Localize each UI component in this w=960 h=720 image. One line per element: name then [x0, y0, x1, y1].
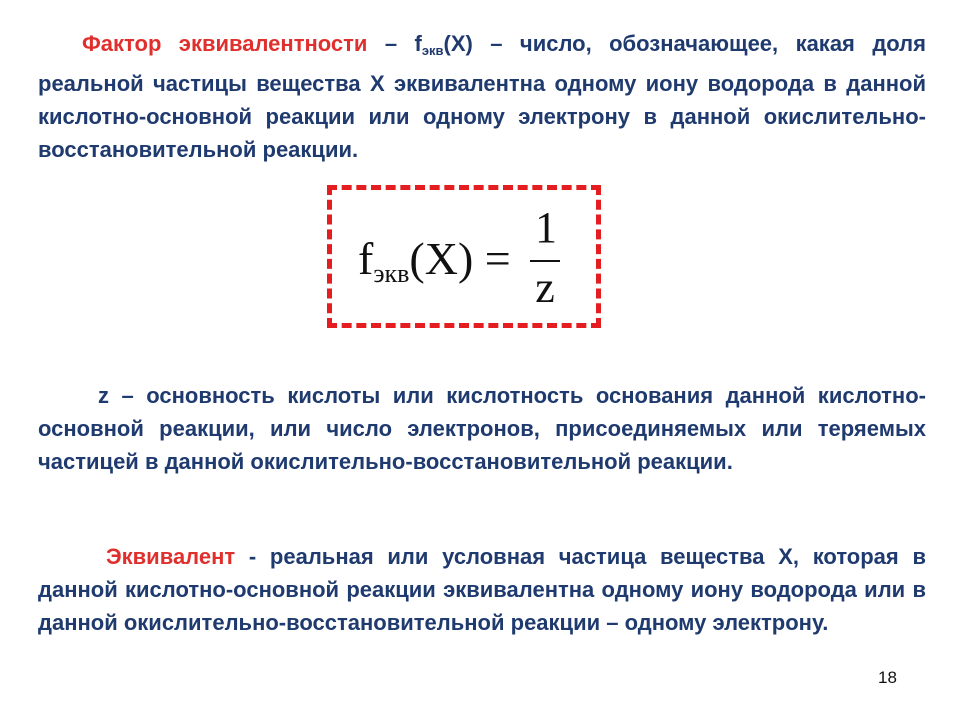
page-number: 18	[878, 668, 897, 687]
definition-equivalent-text: - реальная или условная частица вещества X, которая в данной кислотно-основной реакции эквивалентна одному иону водорода или в данной окислительно-восстановительной реакции – одному электрону.	[38, 544, 926, 635]
definition-dash-f: – f	[367, 31, 422, 56]
term-equivalent: Эквивалент	[106, 544, 236, 569]
definition-subscript: экв	[421, 43, 444, 58]
definition-text: (X) – число, обозначающее, какая доля реальной частицы вещества X эквивалентна одному иону водорода в данной кислотно-основной реакции или одному электрону в данной окислительно-восстановительной реакции.	[38, 31, 926, 162]
formula-numerator: 1	[535, 203, 557, 252]
formula-argument: (X) =	[409, 233, 511, 284]
definition-equivalence-factor	[38, 27, 926, 166]
term-equivalence-factor: Фактор эквивалентности	[82, 31, 368, 56]
definition-z	[38, 379, 926, 478]
formula	[332, 190, 596, 323]
formula-subscript: экв	[373, 259, 410, 288]
formula-left-side	[358, 234, 511, 299]
formula-fraction-line	[530, 260, 560, 262]
formula-f: f	[358, 233, 374, 284]
definition-equivalent	[38, 540, 926, 639]
definition-z-text: z – основность кислоты или кислотность основания данной кислотно-основной реакции, или число электронов, присоединяемых или теряемых частицей в данной окислительно-восстановительной реакции.	[38, 383, 926, 474]
formula-box	[327, 185, 601, 328]
formula-denominator: z	[535, 263, 555, 312]
